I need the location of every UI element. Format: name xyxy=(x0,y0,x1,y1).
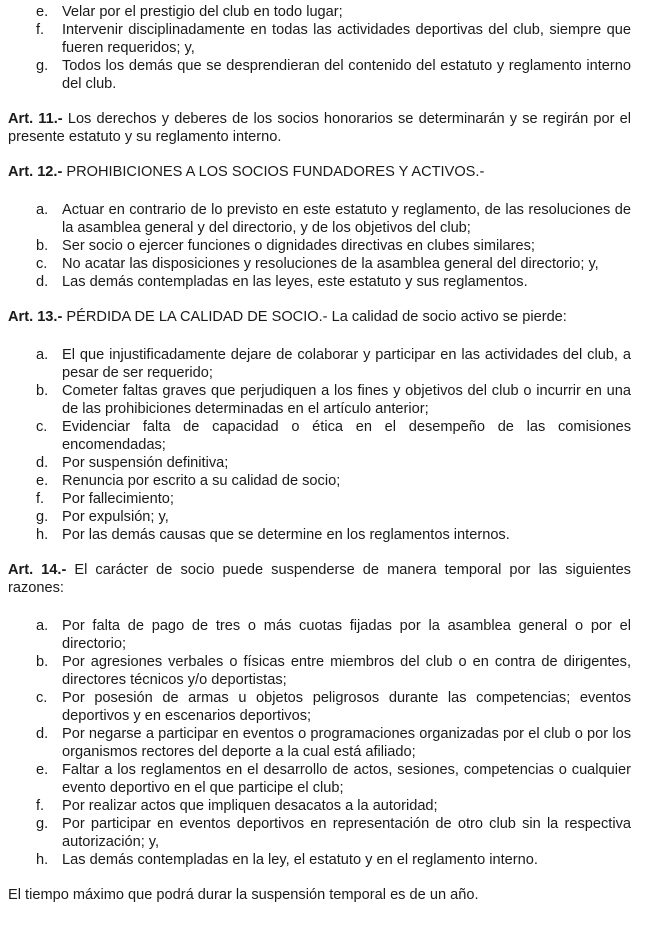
list-marker: g. xyxy=(36,58,49,74)
list-item-text: No acatar las disposiciones y resoluciones de la asamblea general del directorio; y, xyxy=(62,256,599,272)
list-item-text: Por fallecimiento; xyxy=(62,491,174,507)
article-label: Art. 13.- xyxy=(8,309,63,325)
article-14-list xyxy=(8,617,631,869)
list-marker: e. xyxy=(36,762,49,778)
list-item-text: Evidenciar falta de capacidad o ética en el desempeño de las comisiones encomendadas; xyxy=(62,419,631,453)
list-item xyxy=(8,797,631,815)
top-list xyxy=(8,3,631,93)
list-marker: b. xyxy=(36,654,49,670)
list-item xyxy=(8,490,631,508)
list-item xyxy=(8,57,631,93)
article-text: El carácter de socio puede suspenderse de manera temporal por las siguientes razones: xyxy=(8,562,631,596)
list-marker: e. xyxy=(36,4,49,20)
list-marker: d. xyxy=(36,726,49,742)
list-item xyxy=(8,237,631,255)
list-item-text: Las demás contempladas en las leyes, este estatuto y sus reglamentos. xyxy=(62,274,528,290)
list-marker: a. xyxy=(36,618,49,634)
list-item-text: El que injustificadamente dejare de colaborar y participar en las actividades del club, a pesar de ser requerido; xyxy=(62,347,631,381)
list-item xyxy=(8,617,631,653)
list-item xyxy=(8,454,631,472)
list-item-text: Intervenir disciplinadamente en todas las actividades deportivas del club, siempre que fueren requeridos; y, xyxy=(62,22,631,56)
list-item-text: Actuar en contrario de lo previsto en este estatuto y reglamento, de las resoluciones de la asamblea general y del directorio, y de los objetivos del club; xyxy=(62,202,631,236)
list-item xyxy=(8,815,631,851)
article-text: PROHIBICIONES A LOS SOCIOS FUNDADORES Y ACTIVOS.- xyxy=(62,164,485,180)
article-13-list xyxy=(8,346,631,544)
list-item xyxy=(8,526,631,544)
article-label: Art. 12.- xyxy=(8,164,63,180)
list-item xyxy=(8,382,631,418)
list-item-text: Por suspensión definitiva; xyxy=(62,455,229,471)
article-text: Los derechos y deberes de los socios honorarios se determinarán y se regirán por el presente estatuto y su reglamento interno. xyxy=(8,111,632,145)
article-14-heading xyxy=(8,561,631,597)
list-marker: c. xyxy=(36,419,48,435)
list-item xyxy=(8,273,631,291)
closing-paragraph: El tiempo máximo que podrá durar la suspensión temporal es de un año. xyxy=(8,887,479,903)
article-13-heading xyxy=(8,308,631,326)
list-item-text: Las demás contempladas en la ley, el estatuto y en el reglamento interno. xyxy=(62,852,538,868)
list-item-text: Por negarse a participar en eventos o programaciones organizadas por el club o por los organismos rectores del deporte a la cual está afiliado; xyxy=(62,726,631,760)
list-item-text: Todos los demás que se desprendieran del contenido del estatuto y reglamento interno del club. xyxy=(62,58,631,92)
list-marker: c. xyxy=(36,256,48,272)
list-marker: h. xyxy=(36,852,49,868)
list-item-text: Por realizar actos que impliquen desacatos a la autoridad; xyxy=(62,798,438,814)
list-item xyxy=(8,653,631,689)
list-item xyxy=(8,851,631,869)
list-item-text: Por participar en eventos deportivos en representación de otro club sin la respectiva autorización; y, xyxy=(62,816,631,850)
list-item-text: Por expulsión; y, xyxy=(62,509,169,525)
list-marker: g. xyxy=(36,816,49,832)
list-item-text: Faltar a los reglamentos en el desarrollo de actos, sesiones, competencias o cualquier evento deportivo en el que participe el club; xyxy=(62,762,631,796)
list-item xyxy=(8,689,631,725)
list-marker: h. xyxy=(36,527,49,543)
list-item xyxy=(8,761,631,797)
list-marker: b. xyxy=(36,238,49,254)
list-item-text: Por falta de pago de tres o más cuotas fijadas por la asamblea general o por el directorio; xyxy=(62,618,631,652)
article-text: PÉRDIDA DE LA CALIDAD DE SOCIO.- La calidad de socio activo se pierde: xyxy=(62,309,567,325)
article-12-list xyxy=(8,201,631,291)
list-item xyxy=(8,201,631,237)
list-item-text: Por posesión de armas u objetos peligrosos durante las competencias; eventos deportivos y en escenarios deportivos; xyxy=(62,690,631,724)
list-item-text: Por las demás causas que se determine en los reglamentos internos. xyxy=(62,527,510,543)
list-item-text: Por agresiones verbales o físicas entre miembros del club o en contra de dirigentes, directores técnicos y/o deportistas; xyxy=(62,654,631,688)
list-item xyxy=(8,508,631,526)
list-marker: d. xyxy=(36,274,49,290)
list-item xyxy=(8,346,631,382)
list-marker: b. xyxy=(36,383,49,399)
list-marker: e. xyxy=(36,473,49,489)
article-12-heading xyxy=(8,163,631,181)
list-item xyxy=(8,3,631,21)
article-11 xyxy=(8,110,631,146)
list-marker: c. xyxy=(36,690,48,706)
list-marker: a. xyxy=(36,202,49,218)
list-marker: f. xyxy=(36,798,45,814)
list-item-text: Renuncia por escrito a su calidad de socio; xyxy=(62,473,341,489)
list-item xyxy=(8,21,631,57)
list-marker: f. xyxy=(36,491,45,507)
list-item xyxy=(8,472,631,490)
article-label: Art. 11.- xyxy=(8,111,63,127)
list-item-text: Velar por el prestigio del club en todo lugar; xyxy=(62,4,343,20)
list-item-text: Cometer faltas graves que perjudiquen a los fines y objetivos del club o incurrir en una de las prohibiciones determinadas en el artículo anterior; xyxy=(62,383,631,417)
list-marker: f. xyxy=(36,22,45,38)
article-label: Art. 14.- xyxy=(8,562,67,578)
list-item xyxy=(8,418,631,454)
list-marker: d. xyxy=(36,455,49,471)
list-marker: g. xyxy=(36,509,49,525)
list-marker: a. xyxy=(36,347,49,363)
list-item xyxy=(8,255,631,273)
list-item-text: Ser socio o ejercer funciones o dignidades directivas en clubes similares; xyxy=(62,238,535,254)
list-item xyxy=(8,725,631,761)
